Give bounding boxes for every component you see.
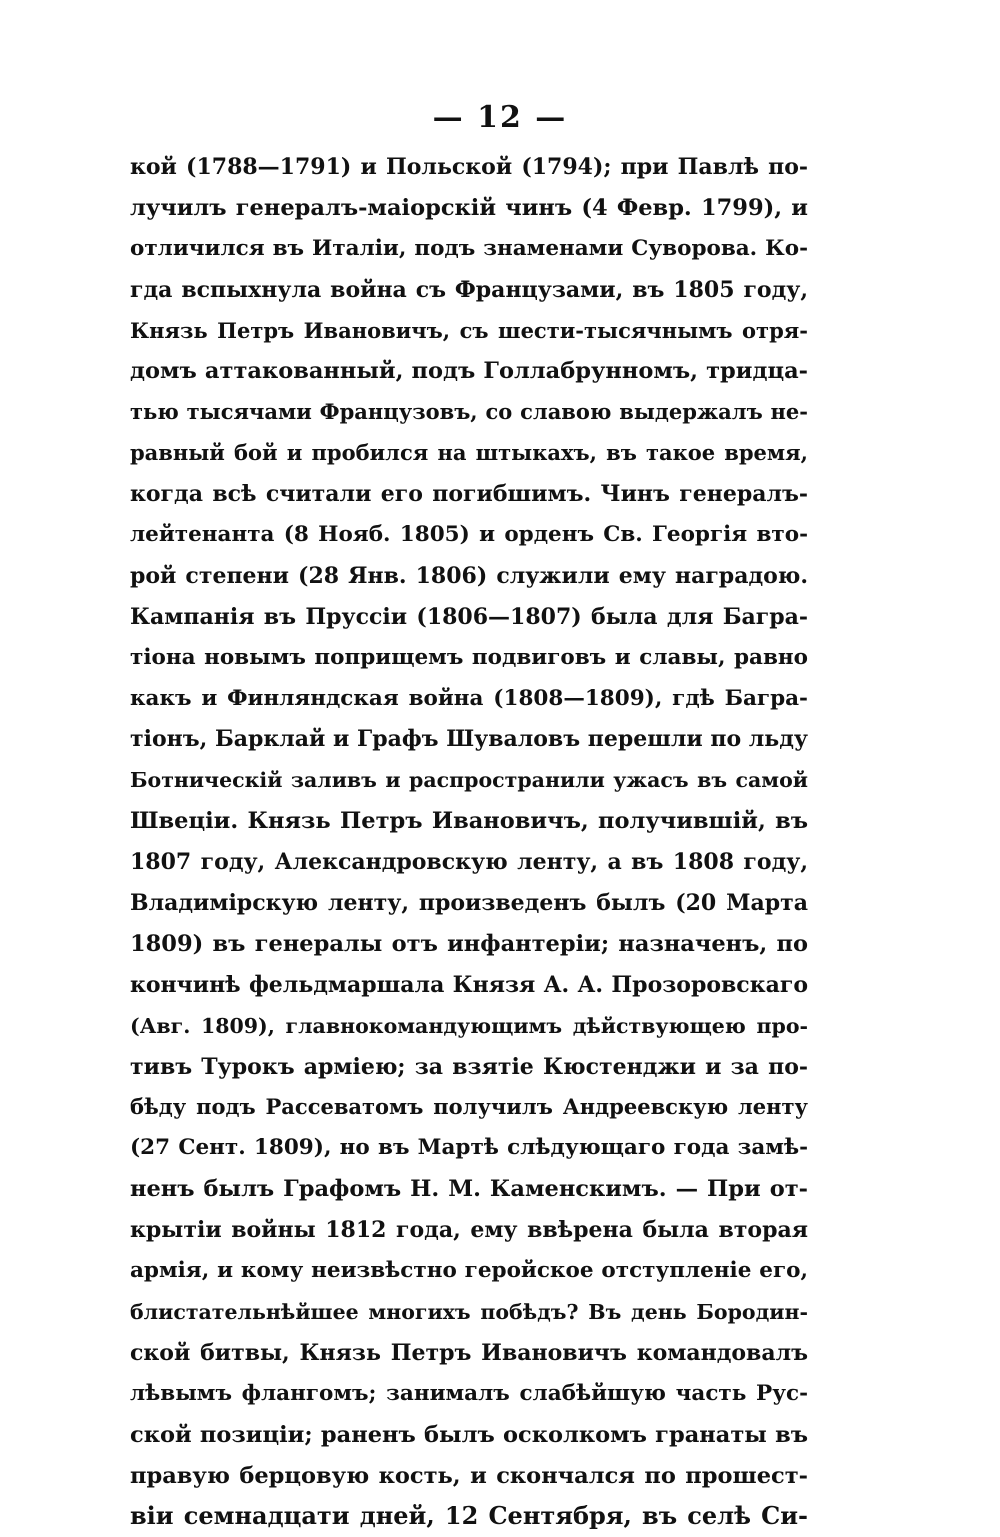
text-line: Кампанія въ Пруссіи (1806—1807) была для Багра- (130, 603, 808, 630)
text-line: армія, и кому неизвѣстно геройское отступленіе его, (130, 1258, 808, 1284)
text-line: бѣду подъ Рассеватомъ получилъ Андреевскую ленту (130, 1094, 808, 1120)
text-line: крытіи войны 1812 года, ему ввѣрена была вторая (130, 1217, 808, 1244)
text-line: кончинѣ фельдмаршала Князя А. А. Прозоровскаго (130, 971, 808, 998)
text-line: кой (1788—1791) и Польской (1794); при Павлѣ по- (130, 154, 808, 180)
text-line: ской битвы, Князь Петръ Ивановичъ командовалъ (130, 1339, 808, 1366)
text-line: віи семнадцати дней, 12 Сентября, въ селѣ Си- (130, 1501, 808, 1531)
text-line: тивъ Турокъ арміею; за взятіе Кюстенджи и за по- (130, 1053, 808, 1080)
page-number: — 12 — (432, 100, 568, 135)
text-line: 1807 году, Александровскую ленту, а въ 1808 году, (130, 849, 808, 876)
text-line: правую берцовую кость, и скончался по прошест- (130, 1462, 808, 1489)
text-line: тью тысячами Французовъ, со славою выдержалъ не- (130, 399, 808, 425)
text-line: лучилъ генералъ-маіорскій чинъ (4 Февр. 1799), и (130, 194, 808, 221)
text-line: тіонъ, Барклай и Графъ Шуваловъ перешли по льду (130, 726, 808, 753)
text-line: Князь Петръ Ивановичъ, съ шести-тысячнымъ отря- (130, 317, 808, 343)
text-line: 1809) въ генералы отъ инфантеріи; назначенъ, по (130, 930, 808, 957)
text-line: ской позиціи; раненъ былъ осколкомъ гранаты въ (130, 1421, 808, 1448)
text-line: рой степени (28 Янв. 1806) служили ему наградою. (130, 562, 808, 589)
body-text (130, 147, 808, 1537)
text-line: лѣвымъ флангомъ; занималъ слабѣйшую часть Рус- (130, 1380, 808, 1406)
text-line: равный бой и пробился на штыкахъ, въ такое время, (130, 440, 808, 466)
text-line: лейтенанта (8 Нояб. 1805) и орденъ Св. Георгія вто- (130, 522, 808, 548)
text-line: отличился въ Италіи, подъ знаменами Суворова. Ко- (130, 235, 808, 261)
text-line: ненъ былъ Графомъ Н. М. Каменскимъ. — При от- (130, 1176, 808, 1203)
text-line: Ботническій заливъ и распространили ужасъ въ самой (130, 768, 808, 793)
text-line: (Авг. 1809), главнокомандующимъ дѣйствующею про- (130, 1013, 808, 1038)
text-line: блистательнѣйшее многихъ побѣдъ? Въ день Бородин- (130, 1299, 808, 1324)
text-line: тіона новымъ поприщемъ подвиговъ и славы, равно (130, 644, 808, 670)
text-line: Швеціи. Князь Петръ Ивановичъ, получившій, въ (130, 808, 808, 835)
text-line: домъ аттакованный, подъ Голлабрунномъ, тридца- (130, 358, 808, 385)
text-line: (27 Сент. 1809), но въ Мартѣ слѣдующаго года замѣ- (130, 1135, 808, 1161)
text-line: Владимірскую ленту, произведенъ былъ (20 Марта (130, 890, 808, 917)
text-line: гда вспыхнула война съ Французами, въ 1805 году, (130, 276, 808, 303)
text-line: какъ и Финляндская война (1808—1809), гдѣ Багра- (130, 685, 808, 711)
text-line: когда всѣ считали его погибшимъ. Чинъ генералъ- (130, 481, 808, 508)
